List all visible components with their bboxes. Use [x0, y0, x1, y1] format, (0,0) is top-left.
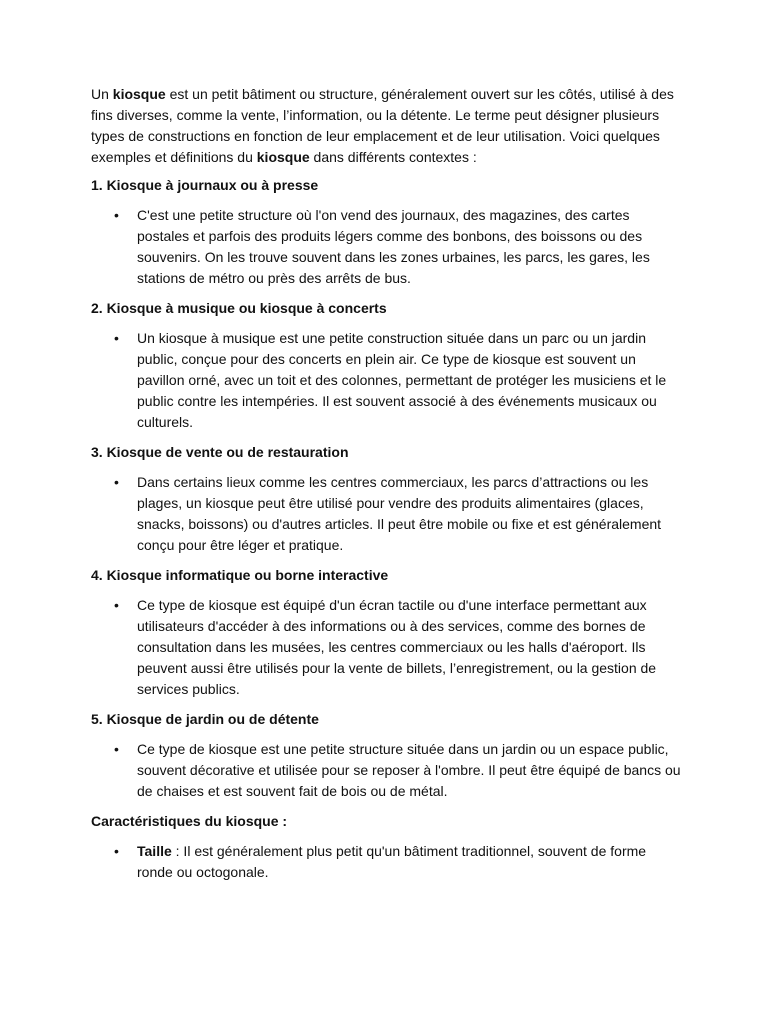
bullet-icon: • — [114, 843, 119, 859]
bullet-list — [91, 595, 681, 700]
bullet-list — [91, 205, 681, 289]
section-heading: 2. Kiosque à musique ou kiosque à concerts — [91, 300, 387, 316]
bullet-list — [91, 472, 681, 556]
intro-paragraph: Un kiosque est un petit bâtiment ou structure, généralement ouvert sur les côtés, utilisé à des fins diverses, comme la vente, l’information, ou la détente. Le terme peut désigner plusieurs types de constructions en fonction de leur emplacement et de leur utilisation. Voici quelques exemples et définitions du kiosque dans différents contextes : — [91, 86, 674, 165]
section-heading: 4. Kiosque informatique ou borne interactive — [91, 567, 389, 583]
list-item: • Ce type de kiosque est une petite structure située dans un jardin ou un espace public, souvent décorative et utilisée pour se reposer à l'ombre. Il peut être équipé de bancs ou de chaises et est souvent fait de bois ou de métal. — [114, 741, 681, 799]
characteristics-heading: Caractéristiques du kiosque : — [91, 813, 288, 829]
bullet-list — [91, 328, 681, 433]
bullet-icon: • — [114, 597, 119, 613]
list-item: • C'est une petite structure où l'on vend des journaux, des magazines, des cartes postales et parfois des produits légers comme des bonbons, des boissons ou des souvenirs. On les trouve souvent dans les zones urbaines, les parcs, les gares, les stations de métro ou près des arrêts de bus. — [114, 207, 650, 286]
list-item: • Ce type de kiosque est équipé d'un écran tactile ou d'une interface permettant aux utilisateurs d'accéder à des informations ou à des services, comme des bornes de consultation dans les musées, les centres commerciaux ou les halls d'aéroport. Ils peuvent aussi être utilisés pour la vente de billets, l’enregistrement, ou la gestion de services publics. — [114, 597, 657, 697]
bullet-icon: • — [114, 207, 119, 223]
characteristic-term: Taille — [137, 843, 172, 859]
intro-keyword: kiosque — [112, 86, 166, 102]
list-item: • Dans certains lieux comme les centres commerciaux, les parcs d’attractions ou les plages, un kiosque peut être utilisé pour vendre des produits alimentaires (glaces, snacks, boissons) ou d'autres articles. Il peut être mobile ou fixe et est généralement conçu pour être léger et pratique. — [114, 474, 662, 553]
bullet-icon: • — [114, 741, 119, 757]
list-item: • Un kiosque à musique est une petite construction située dans un parc ou un jardin public, conçue pour des concerts en plein air. Ce type de kiosque est souvent un pavillon orné, avec un toit et des colonnes, permettant de protéger les musiciens et le public contre les intempéries. Il est souvent associé à des événements musicaux ou culturels. — [114, 330, 667, 430]
bullet-icon: • — [114, 330, 119, 346]
intro-keyword: kiosque — [256, 149, 310, 165]
bullet-list — [91, 739, 681, 802]
document-page — [91, 84, 681, 892]
bullet-icon: • — [114, 474, 119, 490]
section-heading: 1. Kiosque à journaux ou à presse — [91, 177, 319, 193]
list-item: • Taille : Il est généralement plus petit qu'un bâtiment traditionnel, souvent de forme ronde ou octogonale. — [114, 843, 647, 880]
section-heading: 5. Kiosque de jardin ou de détente — [91, 711, 319, 727]
section-heading: 3. Kiosque de vente ou de restauration — [91, 444, 349, 460]
bullet-list — [91, 841, 681, 883]
